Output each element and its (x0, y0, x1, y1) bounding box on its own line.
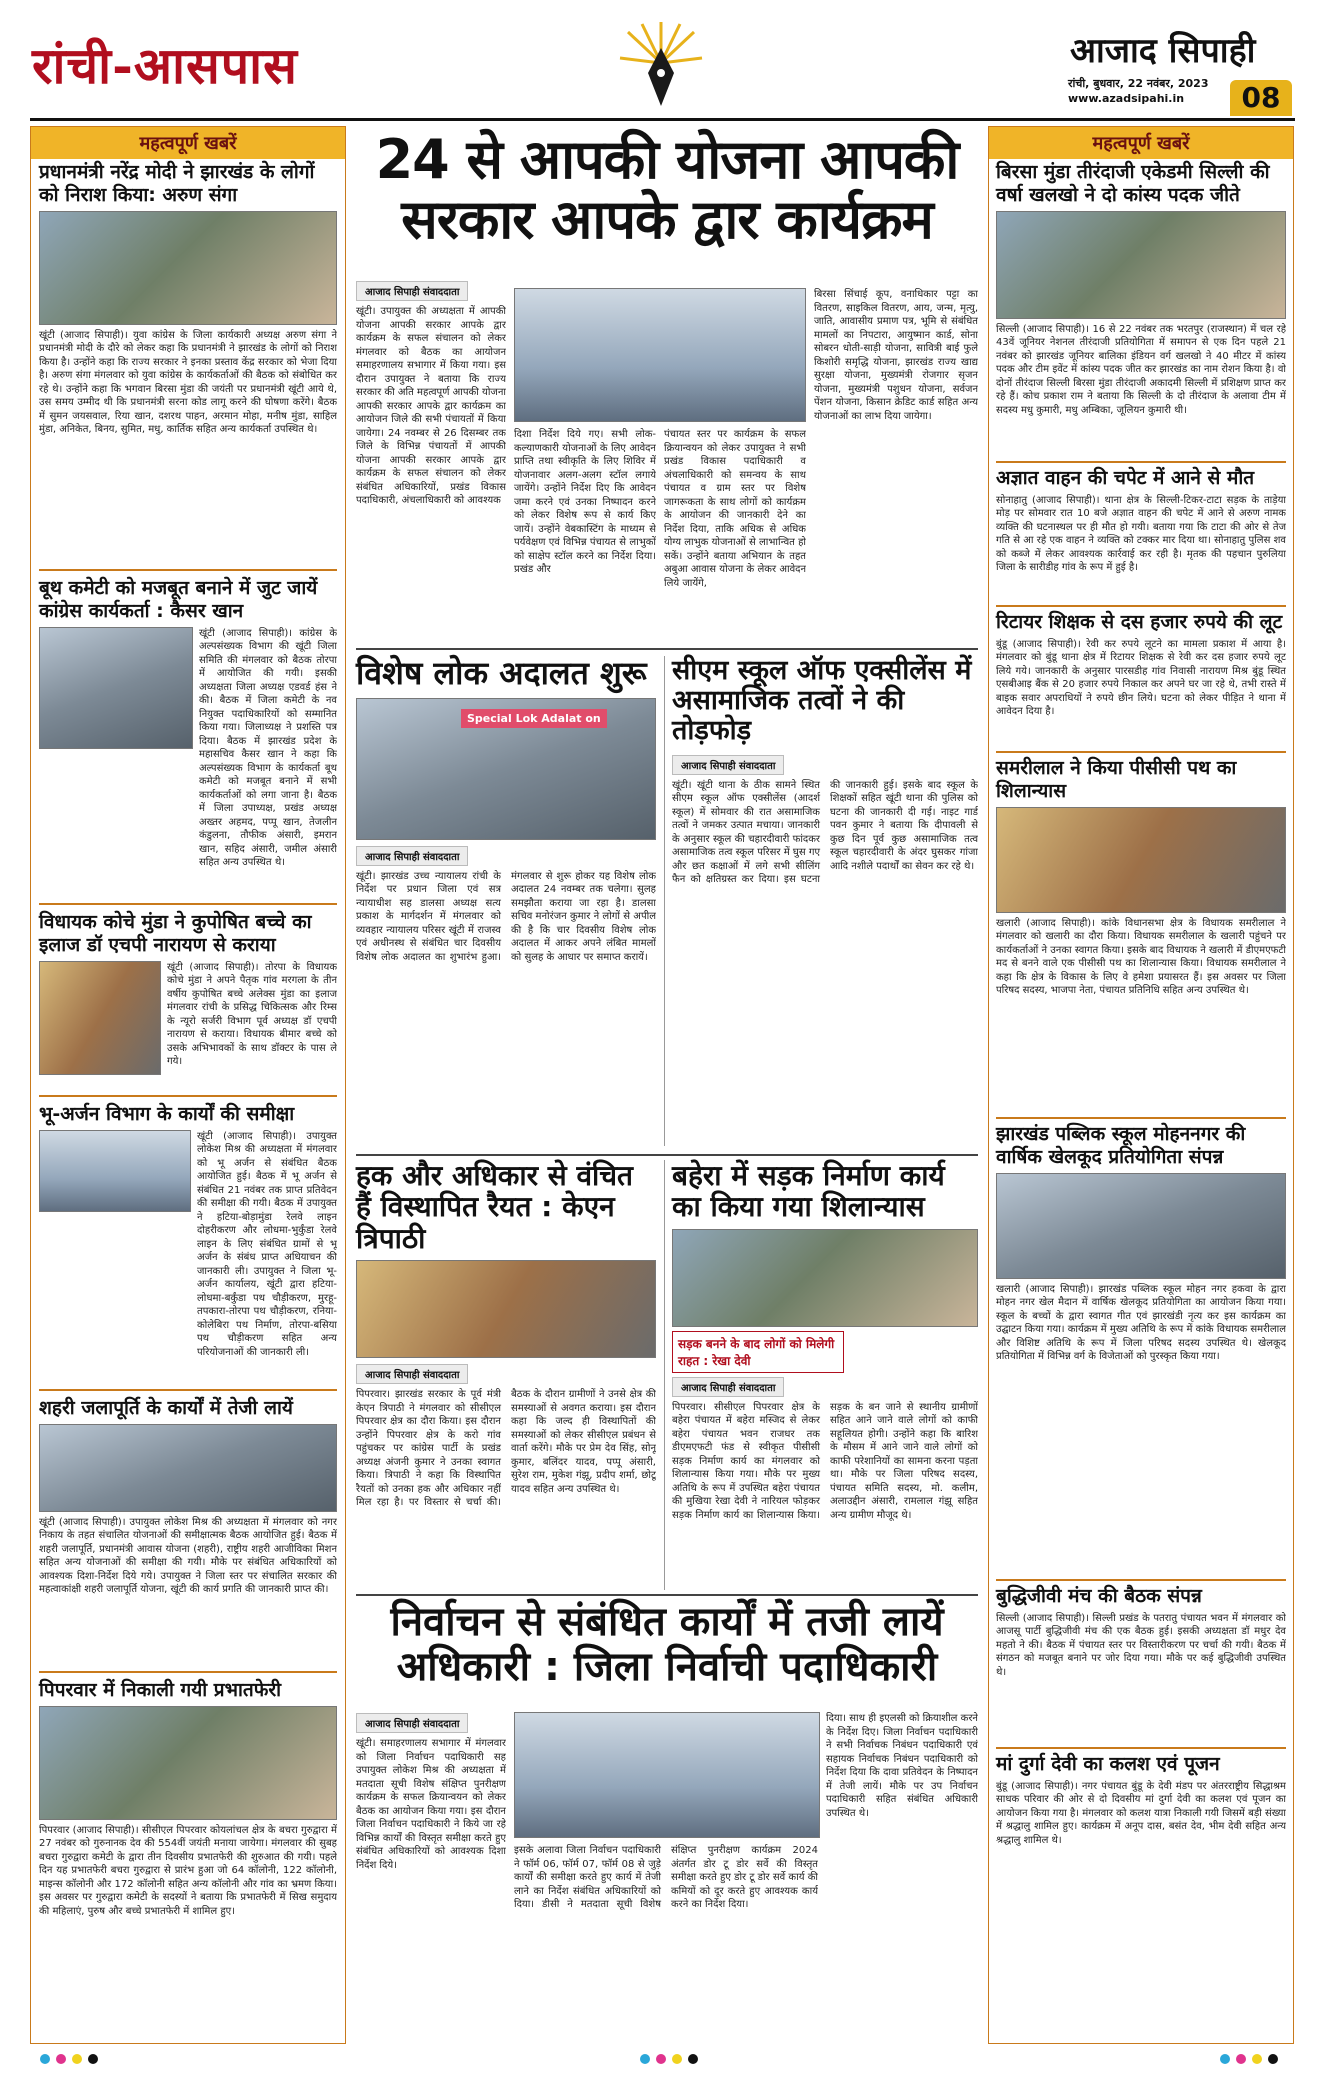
right-news-column (988, 126, 1294, 2044)
story-body: बुंडू (आजाद सिपाही)। रेवी कर रुपये लूटने का मामला प्रकाश में आया है। मंगलवार को बुंडू थाना क्षेत्र में रिटायर शिक्षक से रेवी कर दस हजार रुपये लूट लिये गये। जानकारी के अनुसार पारसडीह गांव निवासी नारायण मिश्र बुंडू स्थित एसबीआइ बैंक से 20 हजार रुपये निकाल कर अपने घर जा रहे थे, तभी रास्ते में बाइक सवार अपराधियों ने रुपये छीन लिये। घटना को लेकर पीड़ित ने थाना में आवेदन दिया है। (996, 638, 1286, 718)
story-durga-puja (996, 1753, 1286, 1890)
story-body: खूंटी। खूंटी थाना के ठीक सामने स्थित सीएम स्कूल ऑफ एक्सीलेंस (आदर्श स्कूल) में सोमवार की रात असामाजिक तत्वों ने जमकर उत्पात मचाया। जानकारी के अनुसार स्कूल की चहारदीवारी फांदकर असामाजिक तत्व स्कूल परिसर में घुस गए और छत कक्षाओं में लगे सभी सीलिंग फैन को क्षतिग्रस्त कर दिया। इस घटना की जानकारी हुई। इसके बाद स्कूल के शिक्षकों सहित खूंटी थाना की पुलिस को घटना की जानकारी दी गई। नाइट गार्ड पवन कुमार ने बताया कि दीपावली से कुछ दिन पूर्व कुछ असामाजिक तत्व स्कूल चहारदीवारी के अंदर घुसकर गांजा आदि नशीले पदार्थों का सेवन कर रहे थे। (672, 779, 978, 886)
byline: आजाद सिपाही संवाददाता (356, 1713, 468, 1733)
lead-body-4: बिरसा सिंचाई कूप, वनाधिकार पट्टा का वितरण, साइकिल वितरण, आय, जन्म, मृत्यु, जाति, आवासीय प्रमाण पत्र, भूमि से संबंधित मामलों का निपटारा, आयुष्मान कार्ड, सोना सोबरन धोती-साड़ी योजना, सावित्री बाई फुले किशोरी समृद्धि योजना, झारखंड राज्य खाद्य सुरक्षा योजना, मुख्यमंत्री रोजगार सृजन योजना, मुख्यमंत्री पशुधन योजना, सर्वजन पेंशन योजना, किसान क्रेडिट कार्ड सहित अन्य योजनाओं का लाभ दिया जायेगा। (814, 289, 978, 422)
story-body: खलारी (आजाद सिपाही)। झारखंड पब्लिक स्कूल मोहन नगर हकवा के द्वारा मोहन नगर खेल मैदान में वार्षिक खेलकूद प्रतियोगिता का आयोजन किया गया। स्कूल के बच्चों के द्वारा स्वागत गीत एवं झारखंडी नृत्य कर इस कार्यक्रम का उद्घाटन किया गया। कार्यक्रम में मुख्य अतिथि के रूप में कांके विधायक समरीलाल और विशिष्ट अतिथि के रूप में जिला परिषद सदस्य उपस्थित थे। खेलकूद प्रतियोगिता में विभिन्न वर्ग के विजेताओं को पुरस्कृत किया गया। (996, 1283, 1286, 1363)
story-photo (356, 698, 656, 840)
story-photo (514, 1712, 820, 1838)
divider (996, 1579, 1286, 1581)
masthead-rule (30, 118, 1295, 121)
headline: बूथ कमेटी को मजबूत बनाने में जुट जायें कांग्रेस कार्यकर्ता : कैसर खान (39, 577, 318, 622)
section-tag: महत्वपूर्ण खबरें (989, 127, 1293, 159)
paper-name: आजाद सिपाही (1070, 31, 1256, 71)
headline: निर्वाचन से संबंधित कार्यों में तजी लायें अधिकारी : जिला निर्वाची पदाधिकारी (390, 1599, 944, 1690)
divider (356, 1154, 978, 1156)
byline: आजाद सिपाही संवाददाता (356, 281, 468, 301)
story-body: सिल्ली (आजाद सिपाही)। सिल्ली प्रखंड के पतरातु पंचायत भवन में मंगलवार को आजसू पार्टी बुद्धिजीवी मंच की एक बैठक हुई। इसकी अध्यक्षता डॉ मधुर देव महतो ने की। बैठक में पंचायत स्तर पर विस्तारीकरण पर चर्चा की गयी। बैठक में संगठन को मजबूत बनाने पर जोर दिया गया। मौके पर कई बुद्धिजीवी उपस्थित थे। (996, 1612, 1286, 1678)
page-number: 08 (1230, 80, 1292, 116)
divider (356, 1594, 978, 1596)
story-photo (39, 961, 161, 1075)
story-jalapurti (39, 1397, 337, 1666)
story-body: पिपरवार। झारखंड सरकार के पूर्व मंत्री केएन त्रिपाठी ने मंगलवार को सीसीएल पिपरवार क्षेत्र का दौरा किया। इस दौरान उन्होंने पिपरवार क्षेत्र के करो गांव पहुंचकर पर कांग्रेस पार्टी के प्रखंड अध्यक्ष अंजनी कुमार ने उनका स्वागत किया। त्रिपाठी ने कहा कि विस्थापित रैयतों को उनका हक और अधिकार नहीं मिल रहा है। पर विस्तार से चर्चा की। बैठक के दौरान ग्रामीणों ने उनसे क्षेत्र की समस्याओं से अवगत कराया। इस दौरान कहा कि जल्द ही विस्थापितों की समस्याओं को लेकर सीसीएल प्रबंधन से वार्ता करेंगे। मौके पर प्रेम देव सिंह, सोनू कुमार, बलिंदर यादव, पप्पू अंसारी, सुरेश राम, मुकेश गंझू, प्रदीप शर्मा, छोटू यादव सहित अन्य उपस्थित थे। (356, 1389, 656, 1509)
headline: सीएम स्कूल ऑफ एक्सीलेंस में असामाजिक तत्वों ने की तोड़फोड़ (672, 655, 972, 747)
divider (996, 751, 1286, 753)
divider (996, 1747, 1286, 1749)
divider (996, 605, 1286, 607)
dateline: रांची, बुधवार, 22 नवंबर, 2023 (1068, 77, 1209, 90)
story-body: बुंडू (आजाद सिपाही)। नगर पंचायत बुंडू के देवी मंडप पर अंतरराष्ट्रीय सिद्धाश्रम साधक परिवार की ओर से दो दिवसीय मां दुर्गा देवी का कलश एवं पूजन का आयोजन किया गया है। मंगलवार को कलश यात्रा निकाली गयी जिसमें बड़ी संख्या में श्रद्धालु शामिल हुए। कार्यक्रम में अनूप दास, बसंत देव, भीम देवी सहित अन्य श्रद्धालु शामिल थे। (996, 1780, 1286, 1846)
lead-body-2: दिशा निर्देश दिये गए। सभी लोक-कल्याणकारी योजनाओं के लिए आवेदन प्राप्ति तथा स्वीकृति के लिए शिविर में योजनावार अलग-अलग स्टॉल लगाये जायेंगे। उन्होंने निर्देश दिए कि आवेदन जमा करने एवं उनका निष्पादन करने को लेकर विशेष रूप से कार्य किए जायें। उन्होंने वेबकास्टिंग के माध्यम से पर्यवेक्षण एवं विभिन्न पंचायत से लाभुकों को साक्षेप स्टॉल करने का निर्देश दिया। प्रखंड और (514, 429, 656, 575)
story-body: खूंटी (आजाद सिपाही)। युवा कांग्रेस के जिला कार्यकारी अध्यक्ष अरुण संगा ने प्रधानमंत्री मोदी के दौरे को लेकर कहा कि प्रधानमंत्री ने झारखंड के लोगों को निराश किया है। उन्होंने कहा कि राज्य सरकार ने इनका प्रस्ताव केंद्र सरकार को भेजा दिया है। अरुण संगा मंगलवार को युवा कांग्रेस के कार्यकर्ताओं की बैठक को संबोधित कर रहे थे। उन्होंने कहा कि भगवान बिरसा मुंडा की जयंती पर प्रधानमंत्री खूंटी आये थे, उस समय उम्मीद थी कि प्रधानमंत्री सरना कोड लागू करने की घोषणा करेंगे। बैठक में सुमन जयसवाल, रिया खान, दशरथ पाहन, अरमान मोहा, मनीष मुंडा, साहिल मुंडा, अनिकेत, बिनय, सुमित, मधु, कार्तिक सहित अन्य कार्यकर्ता उपस्थित थे। (39, 329, 337, 436)
story-bahera (672, 1160, 978, 1577)
story-body-1: खूंटी। समाहरणालय सभागार में मंगलवार को जिला निर्वाचन पदाधिकारी सह उपायुक्त लोकेश मिश्र की अध्यक्षता में मतदाता सूची विशेष संक्षिप्त पुनरीक्षण कार्यक्रम के सफल क्रियान्वयन को लेकर बैठक का आयोजन किया गया। इस दौरान जिला निर्वाचन पदाधिकारी ने किये जा रहे विभिन्न कार्यों की विस्तृत समीक्षा करते हुए संबंधित अधिकारियों को आवश्यक दिशा निर्देश दिये। (356, 1738, 506, 1871)
lead-col-1 (356, 280, 506, 647)
election-col-2 (514, 1844, 818, 2036)
story-body: खूंटी (आजाद सिपाही)। उपायुक्त लोकेश मिश्र की अध्यक्षता में मंगलवार को भू अर्जन से संबंधित बैठक आयोजित हुई। बैठक में भू अर्जन से संबंधित 21 नवंबर तक प्राप्त प्रतिवेदन की समीक्षा की गयी। बैठक में उपायुक्त ने हटिया-बोड़ामुंडा रेलवे लाइन दोहरीकरण और लोधमा-भुर्कुंडा रेलवे लाइन के लिए संबंधित ग्रामों से भू अर्जन के संबंध प्राप्त अधियाचन की जानकारी ली। उपायुक्त ने जिला भू-अर्जन कार्यालय, खूंटी द्वारा हटिया-लोधमा-बर्कुंडा पथ चौड़ीकरण, मुरहू-तपकारा-तोरपा पथ चौड़ीकरण, रनिया-कोलेबिरा पथ निर्माण, तोरपा-बसिया पथ चौड़ीकरण सहित अन्य परियोजनाओं की जानकारी ली। (197, 1130, 337, 1358)
headline: मां दुर्गा देवी का कलश एवं पूजन (996, 1753, 1220, 1775)
story-samrilal (996, 757, 1286, 1139)
website-link[interactable]: www.azadsipahi.in (1068, 92, 1185, 105)
divider (664, 1160, 665, 1590)
byline: आजाद सिपाही संवाददाता (356, 846, 468, 866)
divider (39, 1095, 337, 1097)
story-body: खूंटी। झारखंड उच्च न्यायालय रांची के निर्देश पर प्रधान जिला एवं सत्र न्यायाधीश सह डालसा अध्यक्ष सत्य प्रकाश के मार्गदर्शन में मंगलवार को व्यवहार न्यायालय परिसर खूंटी में राजस्व एवं अधीनस्थ से संबंधित चार दिवसीय विशेष लोक अदालत का शुभारंभ हुआ। मंगलवार से शुरू होकर यह विशेष लोक अदालत 24 नवम्बर तक चलेगा। सुलह समझौता कराया जा रहा है। डालसा सचिव मनोरंजन कुमार ने लोगों से अपील की है कि चार दिवसीय विशेष लोक अदालत में आकर अपने लंबित मामलों को सुलह के आधार पर समाप्त करायें। (356, 870, 656, 963)
lead-body-3: पंचायत स्तर पर कार्यक्रम के सफल क्रियान्वयन को लेकर उपायुक्त ने सभी प्रखंड विकास पदाधिकारी व अंचलाधिकारी को समन्वय के साथ पंचायत व ग्राम स्तर पर विशेष जागरूकता के साथ लोगों को कार्यक्रम के आयोजन की जानकारी देने का निर्देश दिया, ताकि अधिक से अधिक योग्य लाभुक योजनाओं से लाभान्वित हो सकें। उन्होंने बताया अभियान के तहत अबुआ आवास योजना के लेकर आवेदन लिये जायेंगे, (664, 429, 806, 589)
headline: विधायक कोचे मुंडा ने कुपोषित बच्चे का इलाज डॉ एचपी नारायण से कराया (39, 911, 312, 956)
story-body: पिपरवार। सीसीएल पिपरवार क्षेत्र के बहेरा पंचायत में बहेरा मस्जिद से लेकर बहेरा पंचायत भवन राजधर तक डीएमएफटी फंड से स्वीकृत पीसीसी सड़क निर्माण कार्य का मंगलवार को शिलान्यास किया गया। मौके पर मुख्य अतिथि के रूप में उपस्थित बहेरा पंचायत की मुखिया रेखा देवी ने नारियल फोड़कर सड़क निर्माण कार्य का शिलान्यास किया। सड़क के बन जाने से स्थानीय ग्रामीणों सहित आने जाने वाले लोगों को काफी सहूलियत होगी। उन्होंने कहा कि बारिश के मौसम में आने जाने वाले लोगों को काफी परेशानियों का सामना करना पड़ता था। मौके पर जिला परिषद सदस्य, पंचायत समिति सदस्य, मो. कलीम, अलाउद्दीन अंसारी, रामलाल गंझू सहित अन्य ग्रामीण मौजूद थे। (672, 1401, 978, 1521)
headline: समरीलाल ने किया पीसीसी पथ का शिलान्यास (996, 757, 1237, 802)
story-body: सोनाहातु (आजाद सिपाही)। थाना क्षेत्र के सिल्ली-टिकर-टाटा सड़क के ताड़ेया मोड़ पर सोमवार रात 10 बजे अज्ञात वाहन की चपेट में आने से अरुण नामक व्यक्ति की घटनास्थल पर ही मौत हो गयी। बताया गया कि टाटा की ओर से तेज गति से आ रहे एक वाहन ने व्यक्ति को टक्कर मार दिया था। सोनाहातु पुलिस शव को कब्जे में लेकर आवश्यक कार्रवाई कर रही है। मृतक की पहचान पुरुलिया जिला के सारीडीह गांव के रूप में हुई है। (996, 494, 1286, 574)
lead-headline: 24 से आपकी योजना आपकी सरकार आपके द्वार कार्यक्रम (375, 128, 959, 252)
story-kaisar-khan (39, 577, 337, 889)
banner-text: Special Lok Adalat on (461, 709, 607, 728)
lead-body-1: खूंटी। उपायुक्त की अध्यक्षता में आपकी योजना आपकी सरकार आपके द्वार कार्यक्रम के सफल संचालन को लेकर मंगलवार को बैठक का आयोजन समाहरणालय सभागार में किया गया। इस दौरान उपायुक्त ने बताया कि राज्य सरकार की अति महत्वपूर्ण आपकी योजना आपकी सरकार आपके द्वार कार्यक्रम का आयोजन जिले की सभी पंचायतों में किया जायेगा। 24 नवम्बर से 26 दिसम्बर तक जिले के विभिन्न पंचायतों में आपकी योजना आपकी सरकार आपके द्वार कार्यक्रम के सफल संचालन को लेकर संबंधित अधिकारियों, प्रखंड विकास पदाधिकारी, अंचलाधिकारी को आवश्यक (356, 306, 506, 506)
story-photo (996, 1173, 1286, 1279)
story-accident (996, 467, 1286, 602)
headline: झारखंड पब्लिक स्कूल मोहननगर की वार्षिक खेलकूद प्रतियोगिता संपन्न (996, 1123, 1246, 1168)
story-raiyat (356, 1160, 656, 1598)
story-photo (39, 627, 193, 749)
section-title: रांची-आसपास (32, 36, 298, 95)
left-news-column (30, 126, 346, 2044)
story-body: खूंटी (आजाद सिपाही)। कांग्रेस के अल्पसंख्यक विभाग की खूंटी जिला समिति की मंगलवार को बैठक तोरपा में आयोजित की गयी। इसकी अध्यक्षता जिला अध्यक्ष एडवर्ड हंस ने की। बैठक में जिला कमेटी के नव नियुक्त पदाधिकारियों को सम्मानित किया गया। जिलाध्यक्ष ने प्रशस्ति पत्र दिया। बैठक में झारखंड प्रदेश के महासचिव कैसर खान ने कहा कि अल्पसंख्यक विभाग के कार्यकर्ता बूथ कमेटी को मजबूत बनाने में सभी कार्यकर्ताओं को लगा जाना है। बैठक में जिला उपाध्यक्ष, प्रखंड अध्यक्ष अख्तर अहमद, पप्पू खान, तेजलीन कंडुलना, तौफीक अंसारी, इमरान खान, सहिद अंसारी, जमील अंसारी सहित अन्य उपस्थित थे। (199, 627, 337, 869)
election-col-1 (356, 1712, 506, 2047)
story-buddhijivi (996, 1585, 1286, 1740)
lead-photo (514, 288, 806, 422)
section-tag: महत्वपूर्ण खबरें (31, 127, 345, 159)
headline: बुद्धिजीवी मंच की बैठक संपन्न (996, 1585, 1202, 1607)
election-col-3 (826, 1712, 978, 2036)
headline: शहरी जलापूर्ति के कार्यों में तेजी लायें (39, 1397, 293, 1419)
story-archery (996, 161, 1286, 459)
headline: पिपरवार में निकाली गयी प्रभातफेरी (39, 1679, 282, 1701)
divider (39, 1389, 337, 1391)
lead-col-2 (514, 428, 656, 638)
pen-logo-icon (616, 18, 706, 108)
registration-marks-right (1220, 2054, 1278, 2068)
story-body: खलारी (आजाद सिपाही)। कांके विधानसभा क्षेत्र के विधायक समरीलाल ने मंगलवार को खलारी का दौरा किया। विधायक समरीलाल के खलारी पहुंचने पर कार्यकर्ताओं ने उनका स्वागत किया। इसके बाद विधायक ने खलारी में डीएमएफटी मद से बनने वाले एक पीसीसी पथ का शिलान्यास किया। विधायक समरीलाल ने कहा कि क्षेत्र के विकास के लिए वे हमेशा प्रयासरत हैं। इस अवसर पर जिला परिषद सदस्य, भाजपा नेता, पंचायत प्रतिनिधि सहित अन्य उपस्थित थे। (996, 917, 1286, 997)
byline: आजाद सिपाही संवाददाता (356, 1364, 468, 1384)
divider (39, 1671, 337, 1673)
story-body: खूंटी (आजाद सिपाही)। तोरपा के विधायक कोचे मुंडा ने अपने पैतृक गांव मरगला के तीन वर्षीय कुपोषित बच्चे अलेक्स मुंडा का इलाज मंगलवार रांची के प्रसिद्ध चिकित्सक और रिम्स के न्यूरो सर्जरी विभाग पूर्व अध्यक्ष डॉ एचपी नारायण से कराया। विधायक बीमार बच्चे को उसके अभिभावकों के साथ डॉक्टर के पास ले गये। (167, 961, 337, 1068)
story-body: सिल्ली (आजाद सिपाही)। 16 से 22 नवंबर तक भरतपुर (राजस्थान) में चल रहे 43वें जूनियर नेशनल तीरंदाजी प्रतियोगिता में समापन से एक दिन पहले 21 नवंबर को झारखंड जूनियर बालिका इंडियन वर्ग खलखो ने 40 मीटर में कांस्य पदक और टीम इवेंट में कांस्य पदक जीत कर झारखंड का नाम रोशन किया है। वो दोनों तीरंदाज सिल्ली बिरसा मुंडा तीरंदाजी अकादमी सिल्ली में प्रशिक्षण प्राप्त कर रहे हैं। कोच प्रकाश राम ने बताया कि सिल्ली के दो तीरंदाज के अलावा टीम में सदस्य मधु कुमारी, मधु अम्बिका, जूलियन कुमारी थी। (996, 323, 1286, 416)
story-photo (356, 1260, 656, 1358)
story-prabhatferi (39, 1679, 337, 2034)
story-lok-adalat (356, 656, 656, 1098)
divider (996, 1117, 1286, 1119)
registration-marks-center (640, 2054, 698, 2068)
story-body-2: इसके अलावा जिला निर्वाचन पदाधिकारी ने फॉर्म 06, फॉर्म 07, फॉर्म 08 से जुड़े कार्यों की समीक्षा करते हुए कार्य में तेजी लाने का निर्देश संबंधित अधिकारियों को दिया। डीसी ने मतदाता सूची विशेष संक्षिप्त पुनरीक्षण कार्यक्रम 2024 अंतर्गत डोर टू डोर सर्वे की विस्तृत समीक्षा करते हुए डोर टू डोर सर्वे कार्य की कमियों को दूर करते हुए आवश्यक कार्य करने का निर्देश दिया। (514, 1845, 818, 1910)
lead-col-3 (664, 428, 806, 638)
headline: विशेष लोक अदालत शुरू (356, 654, 647, 692)
story-photo (672, 1229, 978, 1327)
story-photo (996, 807, 1286, 913)
story-cm-school (672, 656, 978, 1151)
headline: रिटायर शिक्षक से दस हजार रुपये की लूट (996, 611, 1283, 633)
headline: अज्ञात वाहन की चपेट में आने से मौत (996, 467, 1255, 489)
registration-marks-left (40, 2054, 98, 2068)
headline: प्रधानमंत्री नरेंद्र मोदी ने झारखंड के लोगों को निराश किया: अरुण संगा (39, 161, 315, 206)
lead-col-4 (814, 288, 978, 638)
divider (996, 461, 1286, 463)
story-koche-munda (39, 911, 337, 1075)
story-loot (996, 611, 1286, 750)
headline: हक और अधिकार से वंचित हैं विस्थापित रैयत : केएन त्रिपाठी (356, 1159, 634, 1255)
story-body: पिपरवार (आजाद सिपाही)। सीसीएल पिपरवार कोयलांचल क्षेत्र के बचरा गुरुद्वारा में 27 नवंबर को गुरुनानक देव की 554वीं जयंती मनाया जायेगा। मंगलवार की सुबह बचरा गुरुद्वारा कमेटी के द्वारा तीन दिवसीय प्रभातफेरी की शुरुआत की गयी। पहले दिन यह प्रभातफेरी बचरा गुरुद्वारा से प्रारंभ हुआ जो 64 कॉलोनी, 122 कॉलोनी, माइन्स कॉलोनी और 172 कॉलोनी सहित अन्य कॉलोनी और गांव का भ्रमण किया। इस अवसर पर गुरुद्वारा कमेटी के सदस्यों ने बताया कि प्रभातफेरी में सिख समुदाय की महिलाएं, पुरुष और बच्चे प्रभातफेरी में शामिल हुए। (39, 1824, 337, 1917)
story-photo (39, 1706, 337, 1820)
story-election (356, 1600, 978, 1690)
story-body: खूंटी (आजाद सिपाही)। उपायुक्त लोकेश मिश्र की अध्यक्षता में मंगलवार को नगर निकाय के तहत संचालित योजनाओं की समीक्षात्मक बैठक आयोजित हुई। बैठक में शहरी जलापूर्ति, प्रधानमंत्री आवास योजना (शहरी), राष्ट्रीय शहरी आजीविका मिशन सहित अन्य योजनाओं की समीक्षा की गयी। मौके पर संबंधित अधिकारियों को आवश्यक दिशा-निर्देश दिये गये। उपायुक्त ने जिला स्तर पर संचालित सरकार की महत्वाकांक्षी शहरी जलापूर्ति योजना, खूंटी की कार्य प्रगति की जानकारी प्राप्त की। (39, 1516, 337, 1596)
divider (39, 569, 337, 571)
divider (39, 903, 337, 905)
lead-story (356, 130, 978, 251)
photo-caption: सड़क बनने के बाद लोगों को मिलेगी राहत : रेखा देवी (672, 1331, 844, 1373)
byline: आजाद सिपाही संवाददाता (672, 1377, 784, 1397)
story-photo (39, 1130, 191, 1212)
story-school-sports (996, 1123, 1286, 1583)
byline: आजाद सिपाही संवाददाता (672, 755, 784, 775)
story-photo (39, 1424, 337, 1512)
headline: भू-अर्जन विभाग के कार्यों की समीक्षा (39, 1103, 295, 1125)
divider (356, 648, 978, 650)
story-body-3: दिया। साथ ही इएलसी को क्रियाशील करने के निर्देश दिए। जिला निर्वाचन पदाधिकारी ने सभी निर्वाचक निबंधन पदाधिकारी एवं सहायक निर्वाचक निबंधन पदाधिकारी को निर्देश दिया कि दावा प्रतिवेदन के निष्पादन में तेजी लायें। मौके पर उप निर्वाचन पदाधिकारी सहित संबंधित अधिकारी उपस्थित थे। (826, 1713, 978, 1819)
headline: बहेरा में सड़क निर्माण कार्य का किया गया शिलान्यास (672, 1159, 945, 1224)
story-bhu-arjan (39, 1103, 337, 1386)
divider (664, 656, 665, 1146)
story-photo (996, 211, 1286, 319)
headline: बिरसा मुंडा तीरंदाजी एकेडमी सिल्ली की वर्षा खलखो ने दो कांस्य पदक जीते (996, 161, 1270, 206)
story-photo (39, 211, 337, 325)
story-arun-sanga (39, 161, 337, 495)
